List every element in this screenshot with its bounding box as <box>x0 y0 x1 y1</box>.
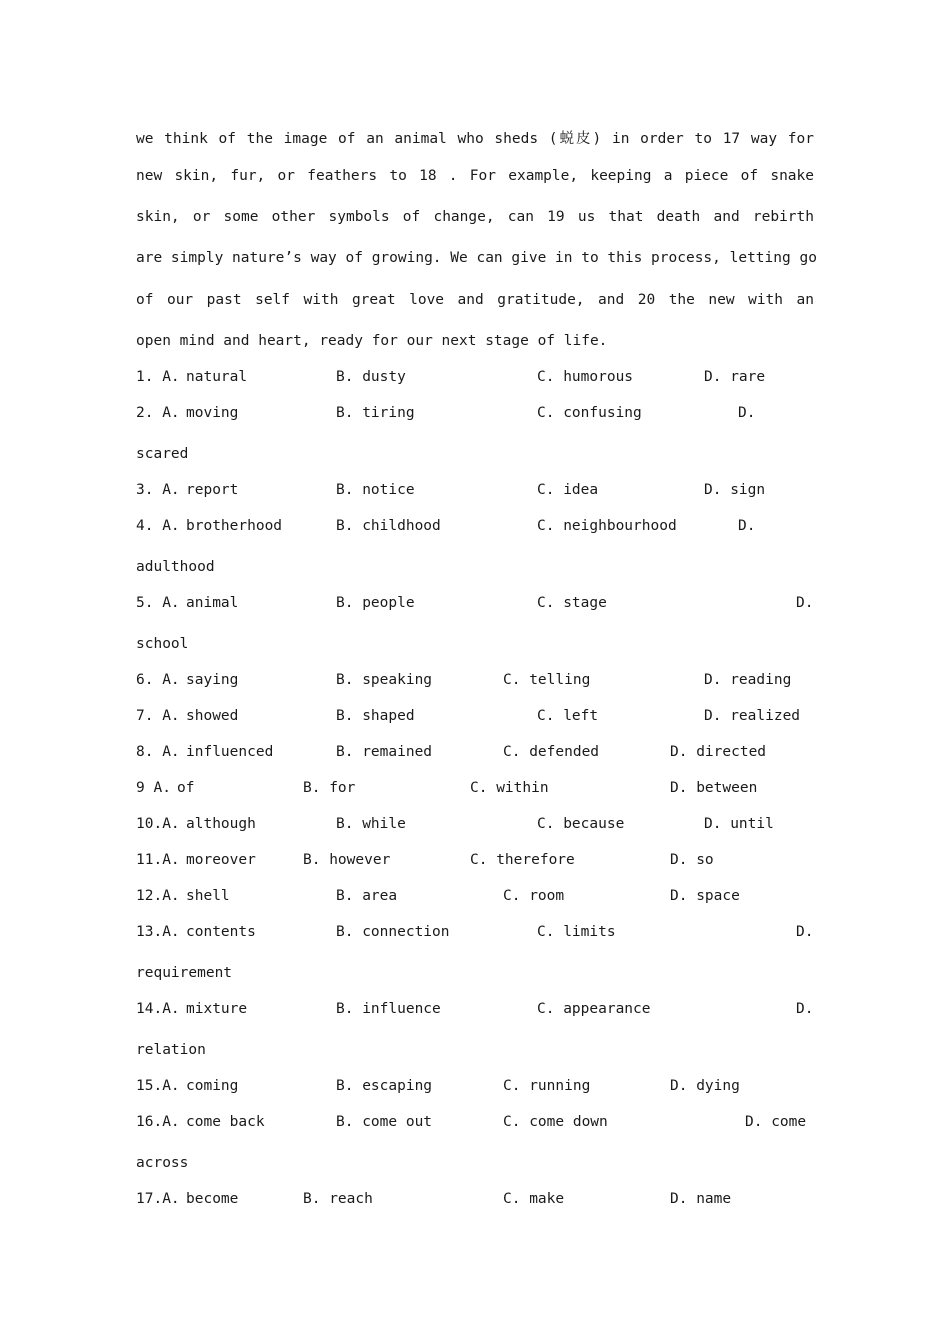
option-b: B. come out <box>336 1114 433 1130</box>
option-d: D. reading <box>704 672 792 688</box>
option-d: D. realized <box>704 708 801 724</box>
question-number: 15.A. <box>136 1078 180 1094</box>
option-b: B. remained <box>336 744 433 760</box>
option-b: B. however <box>303 852 391 868</box>
option-b: B. speaking <box>336 672 433 688</box>
option-a: moreover <box>186 852 256 868</box>
question-number: 16.A. <box>136 1114 180 1130</box>
option-b: B. area <box>336 888 398 904</box>
option-d-wrap: school <box>136 636 189 652</box>
option-a: saying <box>186 672 239 688</box>
option-d: D. space <box>670 888 740 904</box>
option-a: moving <box>186 405 239 421</box>
passage-line: new skin, fur, or feathers to 18 . For example, keeping a piece of snake <box>136 168 814 184</box>
option-a: animal <box>186 595 239 611</box>
option-d: D. <box>796 595 814 611</box>
option-c: C. make <box>503 1191 565 1207</box>
question-number: 8. A. <box>136 744 180 760</box>
option-b: B. for <box>303 780 356 796</box>
option-d: D. come <box>745 1114 807 1130</box>
question-number: 3. A. <box>136 482 180 498</box>
option-b: B. while <box>336 816 406 832</box>
option-c: C. stage <box>537 595 607 611</box>
option-d: D. sign <box>704 482 766 498</box>
question-number: 2. A. <box>136 405 180 421</box>
option-a: contents <box>186 924 256 940</box>
option-d: D. <box>738 405 756 421</box>
option-c: C. left <box>537 708 599 724</box>
option-b: B. dusty <box>336 369 406 385</box>
passage-line: open mind and heart, ready for our next stage of life. <box>136 333 608 349</box>
option-b: B. shaped <box>336 708 415 724</box>
option-d-wrap: relation <box>136 1042 206 1058</box>
question-number: 5. A. <box>136 595 180 611</box>
option-a: coming <box>186 1078 239 1094</box>
passage-line: are simply nature’s way of growing. We can give in to this process, letting go <box>136 250 817 266</box>
question-number: 4. A. <box>136 518 180 534</box>
option-b: B. people <box>336 595 415 611</box>
question-number: 12.A. <box>136 888 180 904</box>
question-number: 14.A. <box>136 1001 180 1017</box>
option-b: B. reach <box>303 1191 373 1207</box>
option-d: D. <box>796 924 814 940</box>
option-c: C. within <box>470 780 549 796</box>
option-c: C. neighbourhood <box>537 518 677 534</box>
option-d: D. dying <box>670 1078 740 1094</box>
option-b: B. tiring <box>336 405 415 421</box>
option-b: B. notice <box>336 482 415 498</box>
option-d: D. until <box>704 816 774 832</box>
option-c: C. come down <box>503 1114 608 1130</box>
option-d-wrap: across <box>136 1155 189 1171</box>
option-b: B. influence <box>336 1001 441 1017</box>
option-d: D. directed <box>670 744 767 760</box>
option-c: C. appearance <box>537 1001 651 1017</box>
option-a: mixture <box>186 1001 248 1017</box>
option-c: C. idea <box>537 482 599 498</box>
option-d: D. between <box>670 780 758 796</box>
option-a: natural <box>186 369 248 385</box>
question-number: 17.A. <box>136 1191 180 1207</box>
question-number: 11.A. <box>136 852 180 868</box>
option-a: shell <box>186 888 230 904</box>
question-number: 13.A. <box>136 924 180 940</box>
question-number: 9 A. <box>136 780 171 796</box>
option-b: B. childhood <box>336 518 441 534</box>
option-d: D. name <box>670 1191 732 1207</box>
option-c: C. defended <box>503 744 600 760</box>
option-d-wrap: adulthood <box>136 559 215 575</box>
option-d-wrap: scared <box>136 446 189 462</box>
option-d-wrap: requirement <box>136 965 233 981</box>
option-a: although <box>186 816 256 832</box>
option-d: D. rare <box>704 369 766 385</box>
option-d: D. <box>738 518 756 534</box>
option-c: C. therefore <box>470 852 575 868</box>
option-c: C. telling <box>503 672 591 688</box>
option-a: brotherhood <box>186 518 283 534</box>
option-b: B. connection <box>336 924 450 940</box>
option-d: D. so <box>670 852 714 868</box>
option-a: influenced <box>186 744 274 760</box>
option-a: of <box>177 780 195 796</box>
question-number: 6. A. <box>136 672 180 688</box>
option-b: B. escaping <box>336 1078 433 1094</box>
option-c: C. limits <box>537 924 616 940</box>
passage-line: of our past self with great love and gratitude, and 20 the new with an <box>136 292 814 308</box>
option-a: come back <box>186 1114 265 1130</box>
option-c: C. running <box>503 1078 591 1094</box>
option-c: C. because <box>537 816 625 832</box>
question-number: 10.A. <box>136 816 180 832</box>
option-c: C. humorous <box>537 369 634 385</box>
passage-line: we think of the image of an animal who sheds (蜕皮) in order to 17 way for <box>136 131 814 147</box>
option-a: become <box>186 1191 239 1207</box>
question-number: 1. A. <box>136 369 180 385</box>
passage-line: skin, or some other symbols of change, can 19 us that death and rebirth <box>136 209 814 225</box>
option-c: C. room <box>503 888 565 904</box>
option-a: report <box>186 482 239 498</box>
option-a: showed <box>186 708 239 724</box>
option-c: C. confusing <box>537 405 642 421</box>
question-number: 7. A. <box>136 708 180 724</box>
option-d: D. <box>796 1001 814 1017</box>
